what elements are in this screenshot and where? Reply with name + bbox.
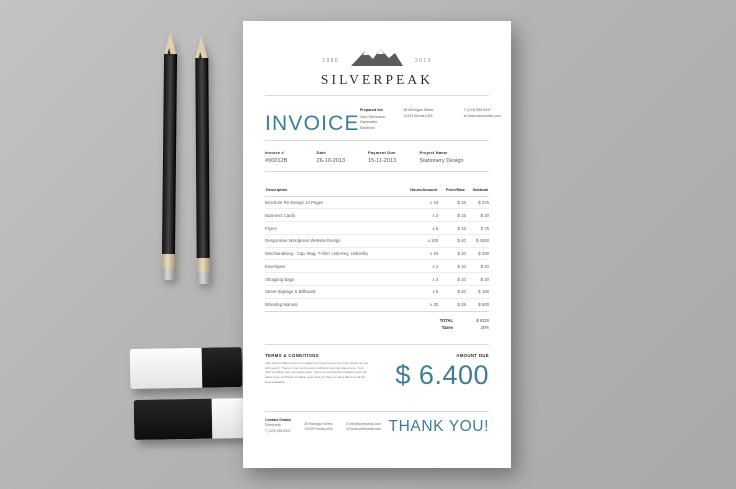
pencil-ferrule xyxy=(162,254,175,268)
footer-contact-heading: Contact Details xyxy=(265,417,292,422)
table-row xyxy=(265,273,489,286)
cell-rate: $ 15 xyxy=(438,222,466,235)
cell-description: Street Signage & Billboard xyxy=(265,286,400,299)
cell-rate: $ 20 xyxy=(438,247,466,260)
cell-subtotal: $ 4000 xyxy=(466,234,489,247)
totals-block xyxy=(265,318,489,330)
pencil-ferrule xyxy=(197,258,210,272)
invoice-info-strip xyxy=(265,150,489,164)
info-label: Project Name xyxy=(419,149,448,155)
column-subtotal: Subtotal xyxy=(466,186,489,197)
cell-rate: $ 25 xyxy=(438,196,466,209)
footer-block xyxy=(265,411,489,435)
column-hours: Hours/Amount xyxy=(400,186,438,197)
footer-contact-details xyxy=(265,418,291,435)
total-row xyxy=(440,318,489,323)
info-payment-due xyxy=(368,150,420,164)
cell-subtotal: $ 500 xyxy=(466,298,489,311)
footer-contact-phone: T (123) 555 8347 xyxy=(265,428,291,433)
cell-description: Shopping Bags xyxy=(265,273,400,286)
table-row xyxy=(265,196,489,209)
footer-web xyxy=(346,418,381,435)
prepared-for-company: Carbonetix Solutions xyxy=(359,120,378,130)
amount-due-label: AMOUNT DUE xyxy=(456,352,489,358)
invoice-sheet xyxy=(243,21,511,468)
table-row xyxy=(265,260,489,273)
table-row xyxy=(265,247,489,260)
cell-hours: x 10 xyxy=(400,247,438,260)
amount-due-value: $ 6.400 xyxy=(395,359,489,390)
divider xyxy=(265,95,489,96)
info-value: 15-11-2013 xyxy=(368,157,397,164)
table-row xyxy=(265,298,489,311)
cell-hours: x 5 xyxy=(400,286,438,299)
cell-subtotal: $ 30 xyxy=(466,273,489,286)
cell-hours: x 2 xyxy=(400,209,438,222)
cell-rate: $ 40 xyxy=(438,234,466,247)
cell-description: Envelopes xyxy=(265,260,400,273)
prepared-for-name: John Stevenson xyxy=(359,114,386,119)
footer-address-line-1: 28 Michigan Street, xyxy=(304,421,334,426)
cell-rate: $ 25 xyxy=(438,298,466,311)
eraser-white-black xyxy=(130,347,243,389)
cell-hours: x 2 xyxy=(400,260,438,273)
footer-email: E info@silverpeak.com xyxy=(346,421,382,426)
terms-title: TERMS & CONDITIONS xyxy=(265,352,319,358)
info-value: Stationery Design xyxy=(419,157,464,164)
column-rate: Price/Rate xyxy=(438,186,466,197)
footer-address-line-2: 13209 Florida,USA xyxy=(304,427,333,432)
mountain-icon xyxy=(349,45,405,67)
table-header-row xyxy=(265,186,489,197)
cell-subtotal: $ 20 xyxy=(466,260,489,273)
eraser-black-white xyxy=(134,398,247,440)
info-value: 26-10-2013 xyxy=(316,157,346,164)
invoice-title-row xyxy=(265,108,502,135)
eraser-black-part xyxy=(202,347,243,388)
info-value: #00012B xyxy=(265,157,288,164)
prepared-for-heading: Prepared for: xyxy=(359,108,384,112)
cell-hours: x 3 xyxy=(400,273,438,286)
page-title: INVOICE xyxy=(265,111,360,135)
client-contact-block xyxy=(464,108,517,132)
footer-website: W www.silverpeak.com xyxy=(346,427,382,432)
divider xyxy=(265,140,489,141)
total-label: TOTAL xyxy=(439,317,453,323)
cell-rate: $ 15 xyxy=(438,209,466,222)
pencil-right xyxy=(195,36,210,284)
divider xyxy=(265,171,489,172)
pencil-eraser xyxy=(162,268,175,280)
cell-description: Responsive Wordpress Website Design xyxy=(265,234,400,247)
table-row xyxy=(265,286,489,299)
taxes-label: Taxes xyxy=(441,324,453,330)
thank-you-text: THANK YOU! xyxy=(388,417,489,435)
address-line-2: 13123 Illinois,USA xyxy=(403,113,433,118)
cell-rate: $ 10 xyxy=(438,260,466,273)
cell-subtotal: $ 200 xyxy=(466,247,489,260)
cell-description: Brochure Re-Design 24 Pages xyxy=(265,196,400,209)
cell-description: Merchandising - Cap, Mug, T-shirt, Usb-Key, Umbrella xyxy=(265,247,400,260)
footer-contact-name: Silverpeak xyxy=(265,423,281,428)
eraser-black-part xyxy=(134,399,213,440)
taxes-row xyxy=(442,325,489,330)
cell-description: Business Cards xyxy=(265,209,400,222)
pencil-eraser xyxy=(197,272,210,284)
amount-due-section xyxy=(381,353,489,389)
info-label: Invoice # xyxy=(265,149,284,155)
terms-and-amount-block xyxy=(265,344,489,389)
client-address-block xyxy=(403,108,449,132)
total-value: $ 5330 xyxy=(476,317,489,323)
terms-section xyxy=(265,353,369,389)
pencil-body xyxy=(162,54,177,254)
cell-rate: $ 20 xyxy=(438,286,466,299)
brand-year-right: 2013 xyxy=(415,58,432,64)
cell-hours: x 15 xyxy=(400,196,438,209)
pencil-body xyxy=(195,58,209,258)
info-label: Payment Due xyxy=(368,149,396,155)
info-invoice-number xyxy=(265,150,317,164)
brand-year-left: 1986 xyxy=(322,58,339,64)
cell-subtotal: $ 375 xyxy=(466,196,489,209)
info-label: Date xyxy=(316,149,326,155)
info-project-name xyxy=(420,150,490,164)
cell-subtotal: $ 75 xyxy=(466,222,489,235)
info-date xyxy=(317,150,369,164)
pencil-left xyxy=(162,32,178,280)
taxes-value: 20% xyxy=(480,324,489,330)
pencil-tip-icon xyxy=(164,32,176,54)
contact-phone: T (123) 555 8347 xyxy=(463,108,492,112)
cell-description: Flyers xyxy=(265,222,400,235)
cell-rate: $ 10 xyxy=(438,273,466,286)
address-line-1: 28 Michigan Street, xyxy=(403,108,435,112)
cell-description: Branding Manual xyxy=(265,298,400,311)
terms-body: Your first conditions item can place here and occupy as much space as you will need it. There is your terms and conditions text can place here. Your third condition item can place here. There is your fourth conditions text can place here. And final condition goes here so that you have filled up all the lines available. xyxy=(265,360,369,385)
cell-subtotal: $ 100 xyxy=(466,286,489,299)
brand-name: SILVERPEAK xyxy=(320,72,434,87)
cell-hours: x 5 xyxy=(400,222,438,235)
contact-web: W www.carbonetix.com xyxy=(463,113,502,118)
footer-address xyxy=(304,418,333,435)
cell-hours: x 100 xyxy=(400,234,438,247)
table-row xyxy=(265,234,489,247)
column-description: Description xyxy=(265,186,400,197)
pencil-tip-icon xyxy=(195,36,207,58)
table-row xyxy=(265,222,489,235)
cell-hours: x 20 xyxy=(400,298,438,311)
line-items-table xyxy=(265,186,489,312)
eraser-white-part xyxy=(130,348,203,389)
eraser-white-part xyxy=(212,398,247,439)
cell-subtotal: $ 30 xyxy=(466,209,489,222)
prepared-for-block xyxy=(360,108,390,132)
brand-block xyxy=(265,21,489,96)
table-row xyxy=(265,209,489,222)
